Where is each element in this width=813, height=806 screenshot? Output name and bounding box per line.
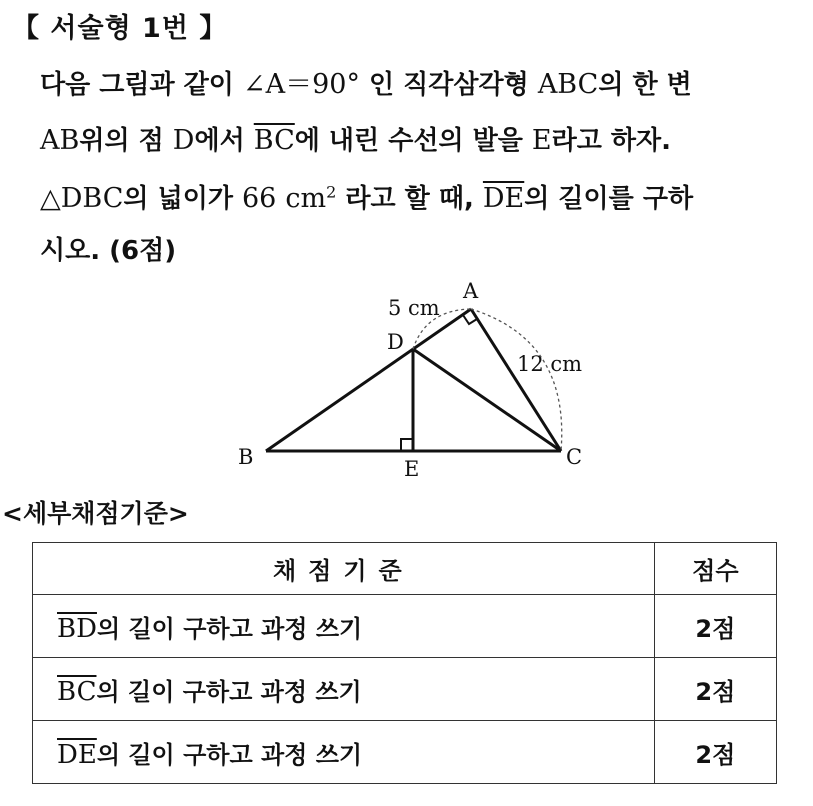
question-text: 위의 점 [79,126,173,156]
question-text: 에 내린 수선의 발을 [294,126,532,156]
criteria-cell [33,721,655,784]
rubric-row [33,721,777,784]
question-text: 라고 하자. [551,126,672,156]
rubric-row [33,595,777,658]
right-angle-mark-e [401,439,413,451]
score-cell: 2점 [654,721,776,784]
length-label-ac: 12 cm [517,352,583,376]
question-text: 의 한 변 [598,70,692,100]
rubric-heading: <세부채점기준> [2,499,189,528]
segment-bc: $\overline{BC}$ [253,125,295,156]
vertex-label-d: D [387,330,404,354]
length-label-ad: 5 cm [388,296,440,320]
point-d: D [172,125,195,156]
criteria-text: 의 길이 구하고 과정 쓰기 [96,677,362,706]
triangle-name: ABC [537,69,599,100]
segment-ac-line [471,309,561,451]
criteria-text: 의 길이 구하고 과정 쓰기 [96,614,363,643]
question-text: 의 넓이가 [123,184,242,214]
point-label-e: E [404,457,420,481]
segment-name: $\overline{BC}$ [57,676,97,707]
rubric-row [33,658,777,721]
score-header: 점수 [654,543,776,595]
rubric-header-row [33,543,777,595]
question-text: 에서 [194,126,254,156]
segment-name: $\overline{BD}$ [57,613,97,644]
triangle-figure [230,270,600,485]
segment-de: $\overline{DE}$ [482,183,525,214]
question-text: 라고 할 때, [336,184,483,214]
question-text: 의 길이를 구하 [524,184,694,214]
question-line-4: 시오. (6점) [40,236,177,266]
criteria-cell [33,595,655,658]
question-line-1 [40,62,802,101]
segment-ba-line [266,309,471,451]
question-line-2 [40,120,802,157]
rubric-table [32,542,777,784]
vertex-label-a: A [463,279,479,303]
criteria-header: 채점기준 [33,543,655,595]
vertex-label-c: C [566,445,583,469]
segment-name: $\overline{DE}$ [57,739,97,770]
score-cell: 2점 [654,595,776,658]
area-exponent: 2 [326,182,337,202]
problem-title: 【 서술형 1번 】 [12,13,228,44]
vertex-label-b: B [238,445,254,469]
point-e: E [531,125,552,156]
question-line-3 [40,178,802,215]
side-ab: AB [40,125,80,156]
criteria-text: 의 길이 구하고 과정 쓰기 [96,740,363,769]
score-cell: 2점 [654,658,776,721]
angle-condition: ∠A＝90° [242,69,360,100]
criteria-cell [33,658,655,721]
area-value: 66 [242,183,277,214]
triangle-dbc: △DBC [40,183,124,214]
area-unit: cm [285,183,327,214]
question-text: 인 직각삼각형 [359,70,538,100]
question-text: 다음 그림과 같이 [40,70,243,100]
